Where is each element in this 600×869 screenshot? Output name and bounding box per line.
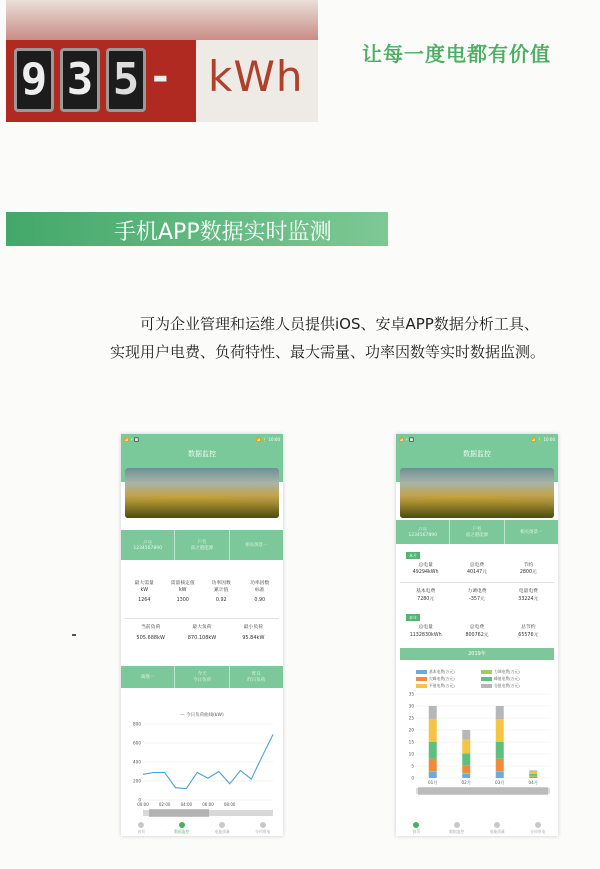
cell-label: 力调电费: [467, 589, 487, 594]
cell-label: 总节约: [521, 625, 536, 630]
bar-segment: [462, 774, 470, 778]
bar-segment: [496, 772, 504, 778]
cell-value: -357元: [469, 597, 485, 602]
bar-icon: [260, 822, 266, 828]
status-bar: [124, 437, 280, 442]
stat-value: 1264: [138, 598, 151, 603]
monthly-fee-chart: [396, 688, 558, 806]
account-number: 户号 1234567890: [121, 530, 175, 560]
phone-screenshot-billing: [396, 434, 558, 836]
bar-segment: [462, 730, 470, 740]
y-tick-label: 15: [408, 739, 414, 745]
y-tick-label: 35: [408, 691, 414, 697]
zoom-slider-window: [149, 809, 209, 817]
legend-item: 基本电费(万元): [416, 668, 481, 675]
tab-power-quality[interactable]: 电能质量: [202, 820, 243, 836]
x-tick-label: 03月: [494, 780, 505, 785]
stat-header: 需量核定值 kW: [170, 581, 195, 593]
load-value: 505.688kW: [136, 635, 165, 641]
bar-segment: [529, 775, 537, 776]
chart-legend: — 今日负荷曲线(kW): [180, 713, 224, 718]
fee-values: [400, 596, 554, 603]
bar-segment: [462, 773, 470, 774]
demand-stats-headers: [125, 580, 279, 594]
legend-swatch: [416, 684, 427, 688]
divider: [400, 582, 554, 583]
cell-label: 基本电费: [416, 589, 436, 594]
cell-label: 电量电费: [518, 589, 538, 594]
tab-yesterday: 昨日 昨日负荷: [247, 672, 266, 683]
quality-icon: [219, 822, 225, 828]
meter-digit: 9: [14, 48, 54, 112]
x-tick-label: 01月: [427, 780, 438, 785]
cell-label: 节约: [523, 563, 534, 568]
legend-swatch: [481, 684, 492, 688]
bar-segment: [529, 777, 537, 778]
meter-digit: 5: [106, 48, 146, 112]
load-values: [125, 634, 279, 642]
bar-segment: [429, 706, 437, 719]
x-tick-label: 04月: [528, 780, 539, 785]
load-label: 最小负荷: [243, 625, 263, 630]
stat-header: 功率因数 累计值: [211, 581, 231, 593]
y-tick-label: 5: [411, 763, 414, 769]
bar-segment: [529, 770, 537, 771]
phone-screenshot-load: [121, 434, 283, 836]
tab-today: 今天 今日负荷: [175, 666, 229, 688]
landscape-banner-image: [400, 468, 554, 518]
fee-legend: [416, 668, 546, 689]
app-title: 数据监控: [188, 450, 216, 458]
monitor-icon: [454, 822, 460, 828]
slogan: 让每一度电都有价值: [362, 42, 551, 66]
bar-segment: [429, 719, 437, 742]
month-labels: [400, 562, 554, 569]
scene-selector: 相关场景一: [245, 543, 268, 548]
x-tick-label: 02月: [461, 780, 472, 785]
cell-value: 1132830kWh: [409, 633, 442, 638]
account-number: 户号 1234567890: [396, 520, 450, 544]
month-values: [400, 569, 554, 576]
legend-swatch: [481, 670, 492, 674]
y-tick-label: 0: [411, 775, 414, 781]
bar-segment: [462, 765, 470, 773]
legend-swatch: [416, 677, 427, 681]
print-speck: [72, 634, 76, 636]
legend-item: 力调电费(万元): [481, 668, 546, 675]
stat-header: 最大需量 kW: [134, 581, 154, 593]
zoom-slider-window: [418, 787, 548, 795]
load-label: 最大负荷: [192, 625, 212, 630]
legend-item: 峰值电费(万元): [481, 675, 546, 682]
cell-label: 总电量: [418, 563, 433, 568]
legend-item: 尖峰电费(万元): [416, 675, 481, 682]
load-tabs[interactable]: [121, 666, 283, 688]
bar-segment: [462, 753, 470, 765]
x-tick-label: 00:00: [137, 802, 149, 807]
account-info-bar[interactable]: [396, 520, 558, 544]
home-icon: [413, 822, 419, 828]
y-tick-label: 20: [408, 727, 414, 733]
tab-home[interactable]: 首页: [121, 820, 162, 836]
bar-segment: [496, 771, 504, 772]
stat-header: 功率因数 标准: [250, 581, 270, 593]
cell-value: 49294kWh: [412, 570, 439, 575]
legend-item: 谷值电费(万元): [481, 682, 546, 689]
y-tick-label: 600: [133, 740, 141, 746]
tab-sub-metering[interactable]: 分项用电: [518, 820, 559, 836]
status-left: 📶 ⚡ 🔲: [124, 437, 140, 442]
tab-discrete: 离散一: [121, 666, 175, 688]
status-right: 📶 🔋 10:00: [255, 437, 280, 442]
status-bar: [399, 437, 555, 442]
meter-top-strip: [6, 0, 318, 40]
meter-digit: 3: [60, 48, 100, 112]
bar-segment: [429, 742, 437, 759]
monitor-icon: [179, 822, 185, 828]
stat-value: 1300: [176, 598, 189, 603]
x-tick-label: 06:00: [202, 802, 214, 807]
tab-data-monitor[interactable]: 数据监控: [437, 820, 478, 836]
bar-segment: [529, 774, 537, 775]
legend-item: 平值电费(万元): [416, 682, 481, 689]
y-tick-label: 0: [138, 797, 141, 803]
load-value: 870.108kW: [187, 635, 217, 641]
cell-value: 800762元: [465, 633, 489, 638]
bar-segment: [496, 706, 504, 719]
load-curve-chart: [121, 708, 283, 818]
tab-home[interactable]: 首页: [396, 820, 437, 836]
y-tick-label: 800: [133, 721, 141, 727]
cell-value: 40147元: [466, 570, 488, 575]
quality-icon: [494, 822, 500, 828]
cell-value: 2800元: [519, 570, 537, 575]
x-tick-label: 02:00: [158, 802, 171, 807]
stat-value: 0.90: [254, 598, 266, 603]
tab-sub-metering[interactable]: 分项用电: [243, 820, 284, 836]
year-labels: [400, 624, 554, 631]
y-tick-label: 30: [408, 703, 414, 709]
x-tick-label: 04:00: [180, 802, 193, 807]
cell-label: 总电量: [418, 625, 433, 630]
x-tick-label: 08:00: [223, 802, 236, 807]
cell-label: 总电费: [469, 625, 485, 630]
meter-unit: kWh: [208, 52, 304, 101]
cell-value: 33224元: [518, 597, 539, 602]
legend-swatch: [481, 677, 492, 681]
account-info-bar[interactable]: [121, 530, 283, 560]
y-tick-label: 200: [133, 778, 141, 784]
load-label: 当前负荷: [141, 625, 161, 630]
landscape-banner-image: [125, 468, 279, 518]
divider: [125, 618, 279, 619]
bottom-tab-bar: [396, 820, 558, 836]
bar-segment: [429, 759, 437, 771]
bar-segment: [429, 772, 437, 778]
section-banner: [6, 212, 388, 246]
meter-digits: [14, 48, 169, 112]
demand-stats-values: [125, 597, 279, 604]
bar-segment: [429, 771, 437, 772]
tab-data-monitor[interactable]: 数据监控: [162, 820, 203, 836]
legend-swatch: [416, 670, 427, 674]
y-tick-label: 10: [408, 751, 414, 757]
home-icon: [138, 822, 144, 828]
meter-dash: -: [152, 54, 169, 100]
tab-power-quality[interactable]: 电能质量: [477, 820, 518, 836]
year-tag: 本年: [406, 614, 420, 621]
bar-segment: [496, 742, 504, 759]
meter-photo: [6, 0, 318, 122]
month-tag: 本月: [406, 552, 420, 559]
bar-segment: [462, 740, 470, 754]
bar-segment: [496, 759, 504, 771]
cell-label: 总电费: [469, 563, 485, 568]
scene-selector: 相关场景一: [520, 530, 543, 535]
cell-value: 7280元: [417, 597, 435, 602]
account-name: 户名 南之港能源: [175, 530, 229, 560]
y-tick-label: 25: [408, 715, 414, 721]
status-left: 📶 ⚡ 🔲: [399, 437, 415, 442]
y-tick-label: 400: [133, 759, 141, 765]
bar-icon: [535, 822, 541, 828]
cell-value: 65576元: [518, 633, 539, 638]
load-labels: [125, 624, 279, 632]
stat-value: 0.92: [215, 598, 227, 603]
load-value: 95.84kW: [242, 635, 265, 641]
app-title: 数据监控: [463, 450, 491, 458]
year-title-bar[interactable]: 2019年: [400, 648, 554, 660]
load-series-line: [143, 735, 273, 789]
bar-segment: [496, 719, 504, 742]
status-right: 📶 🔋 10:00: [530, 437, 555, 442]
section-description: 可为企业管理和运维人员提供iOS、安卓APP数据分析工具、实现用户电费、负荷特性、最大需量、功率因数等实时数据监测。: [110, 315, 546, 361]
section-title: 手机APP数据实时监测: [114, 220, 332, 245]
account-name: 户名 南之港能源: [450, 520, 504, 544]
bar-segment: [529, 772, 537, 774]
year-values: [400, 632, 554, 639]
bottom-tab-bar: [121, 820, 283, 836]
fee-labels: [400, 588, 554, 595]
